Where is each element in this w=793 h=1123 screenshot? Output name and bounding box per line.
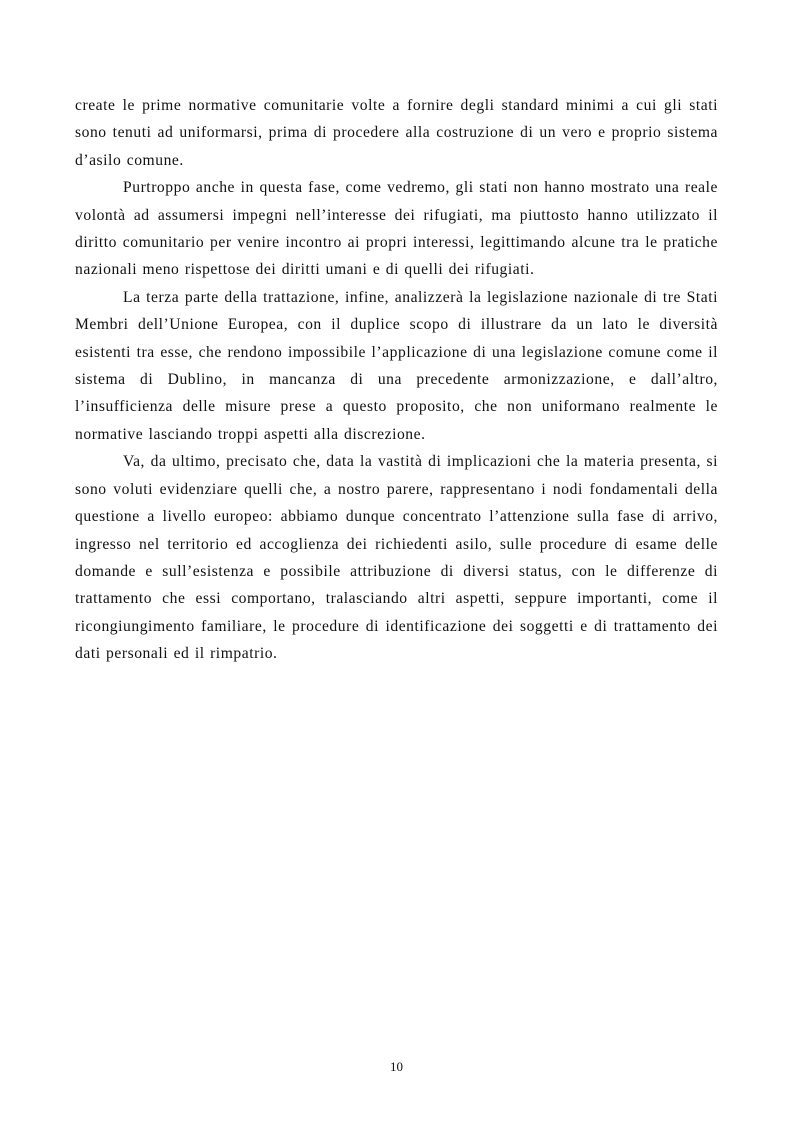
paragraph-purtroppo: Purtroppo anche in questa fase, come vedremo, gli stati non hanno mostrato una reale volontà ad assumersi impegni nell’interesse dei rifugiati, ma piuttosto hanno utilizzato il diritto comunitario per venire incontro ai propri interessi, legittimando alcune tra le pratiche nazionali meno rispettose dei diritti umani e di quelli dei rifugiati. [75, 179, 718, 279]
paragraph-continuation: create le prime normative comunitarie volte a fornire degli standard minimi a cui gli stati sono tenuti ad uniformarsi, prima di procedere alla costruzione di un vero e proprio sistema d’asilo comune. [75, 97, 718, 169]
paragraph-terza-parte: La terza parte della trattazione, infine, analizzerà la legislazione nazionale di tre Stati Membri dell’Unione Europea, con il duplice scopo di illustrare da un lato le diversità esistenti tra esse, che rendono impossibile l’applicazione di una legislazione comune come il sistema di Dublino, in mancanza di una precedente armonizzazione, e dall’altro, l’insufficienza delle misure prese a questo proposito, che non uniformano realmente le normative lasciando troppi aspetti alla discrezione. [75, 288, 718, 443]
page-number: 10 [390, 1059, 403, 1074]
paragraph-da-ultimo: Va, da ultimo, precisato che, data la vastità di implicazioni che la materia presenta, si sono voluti evidenziare quelli che, a nostro parere, rappresentano i nodi fondamentali della questione a livello europeo: abbiamo dunque concentrato l’attenzione sulla fase di arrivo, ingresso nel territorio ed accoglienza dei richiedenti asilo, sulle procedure di esame delle domande e sull’esistenza e possibile attribuzione di diversi status, con le differenze di trattamento che essi comportano, tralasciando altri aspetti, seppure importanti, come il ricongiungimento familiare, le procedure di identificazione dei soggetti e di trattamento dei dati personali ed il rimpatrio. [75, 453, 718, 663]
body-text [75, 92, 718, 668]
